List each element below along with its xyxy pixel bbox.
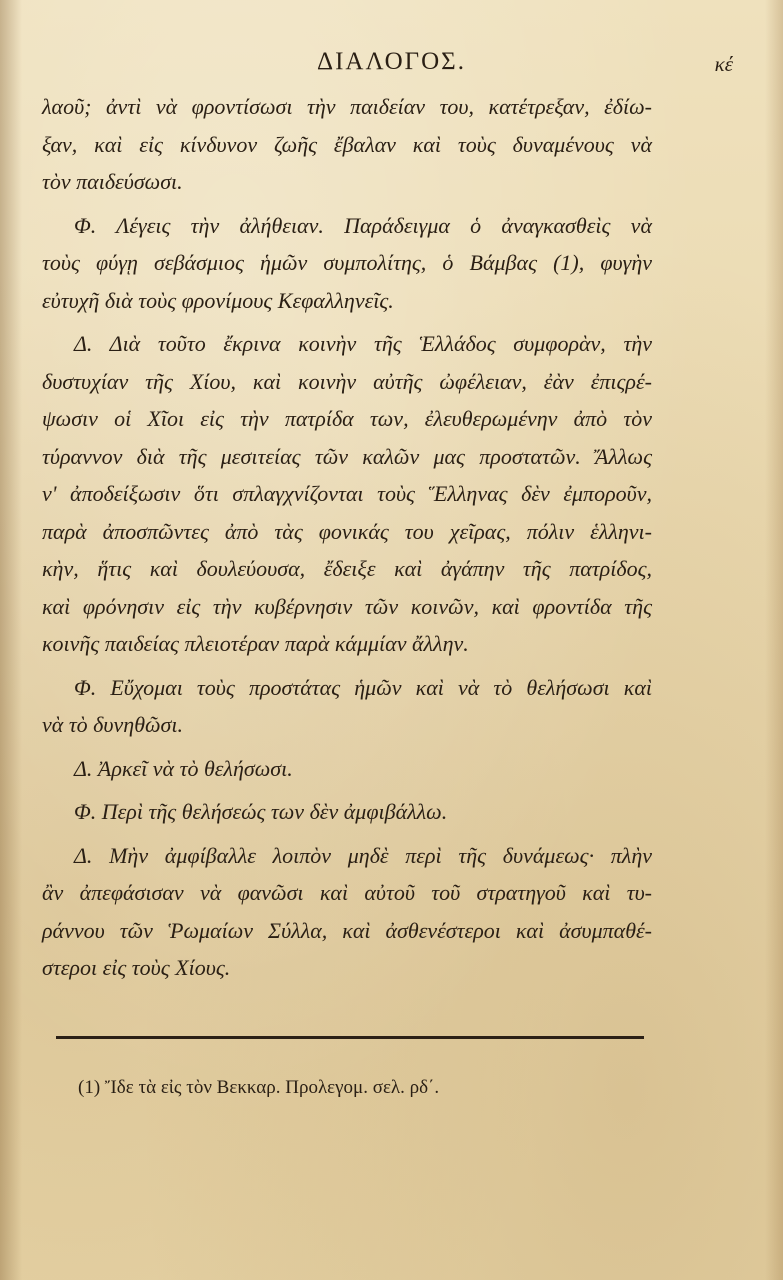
paragraph-2 xyxy=(42,207,652,320)
text-line: ξαν, καὶ εἰς κίνδυνον ζωῆς ἔβαλαν καὶ τοὺς δυναμένους νὰ xyxy=(42,131,652,157)
text-line: τὸν παιδεύσωσι. xyxy=(42,169,183,194)
text-line: Δ. Διὰ τοῦτο ἔκρινα κοινὴν τῆς Ἑλλάδος συμφορὰν, τὴν xyxy=(74,331,652,356)
paragraph-4 xyxy=(42,669,652,744)
text-line: ψωσιν οἱ Χῖοι εἰς τὴν πατρίδα των, ἐλευθερωμένην ἀπὸ τὸν xyxy=(42,406,652,431)
text-line: δυστυχίαν τῆς Χίου, καὶ κοινὴν αὐτῆς ὠφέλειαν, ἐὰν ἐπιςρέ- xyxy=(42,368,652,394)
text-line: Δ. Ἀρκεῖ νὰ τὸ θελήσωσι. xyxy=(74,755,293,781)
text-line: καὶ φρόνησιν εἰς τὴν κυβέρνησιν τῶν κοινῶν, καὶ φροντίδα τῆς xyxy=(42,593,652,619)
text-line: ἂν ἀπεφάσισαν νὰ φανῶσι καὶ αὐτοῦ τοῦ στρατηγοῦ καὶ τυ- xyxy=(42,880,652,905)
text-line: τύραννον διὰ τῆς μεσιτείας τῶν καλῶν μας προστατῶν. Ἄλλως xyxy=(42,443,652,469)
text-line: Φ. Λέγεις τὴν ἀλήθειαν. Παράδειγμα ὁ ἀναγκασθεὶς νὰ xyxy=(74,212,652,238)
text-line: λαοῦ; ἀντὶ νὰ φροντίσωσι τὴν παιδείαν του, κατέτρεξαν, ἐδίω- xyxy=(42,94,652,119)
running-title: ΔΙΑΛΟΓΟΣ. xyxy=(317,48,466,75)
text-line: στεροι εἰς τοὺς Χίους. xyxy=(42,955,231,980)
paragraph-6 xyxy=(42,793,652,831)
text-line: κὴν, ἥτις καὶ δουλεύουσα, ἔδειξε καὶ ἀγάπην τῆς πατρίδος, xyxy=(42,556,652,581)
text-line: Δ. Μὴν ἀμφίβαλλε λοιπὸν μηδὲ περὶ τῆς δυνάμεως· πλὴν xyxy=(74,842,652,868)
text-line: Φ. Περὶ τῆς θελήσεώς των δὲν ἀμφιβάλλω. xyxy=(74,799,448,824)
footnote-divider xyxy=(56,1036,644,1039)
text-line: εὐτυχῆ διὰ τοὺς φρονίμους Κεφαλληνεῖς. xyxy=(42,287,394,313)
paragraph-3 xyxy=(42,325,652,663)
paragraph-7 xyxy=(42,837,652,987)
footnote: (1) Ἴδε τὰ εἰς τὸν Βεκκαρ. Προλεγομ. σελ. ρδ΄. xyxy=(78,1077,440,1098)
page-number: κέ xyxy=(714,52,733,76)
text-line: νὰ τὸ δυνηθῶσι. xyxy=(42,712,183,737)
text-line: Φ. Εὔχομαι τοὺς προστάτας ἡμῶν καὶ νὰ τὸ θελήσωσι καὶ xyxy=(74,674,652,700)
text-line: ράννου τῶν Ῥωμαίων Σύλλα, καὶ ἀσθενέστεροι καὶ ἀσυμπαθέ- xyxy=(42,917,652,943)
text-line: ν' ἀποδείξωσιν ὅτι σπλαγχνίζονται τοὺς Ἕλληνας δὲν ἐμποροῦν, xyxy=(42,481,652,506)
paragraph-5 xyxy=(42,750,652,788)
text-line: τοὺς φύγῃ σεβάσμιος ἡμῶν συμπολίτης, ὁ Βάμβας (1), φυγὴν xyxy=(42,250,652,275)
main-text xyxy=(42,88,652,987)
paragraph-1 xyxy=(42,88,652,201)
page-header xyxy=(40,48,743,84)
text-line: παρὰ ἀποσπῶντες ἀπὸ τὰς φονικάς του χεῖρας, πόλιν ἑλληνι- xyxy=(42,518,652,544)
text-line: κοινῆς παιδείας πλειοτέραν παρὰ κάμμίαν ἄλλην. xyxy=(42,631,469,656)
